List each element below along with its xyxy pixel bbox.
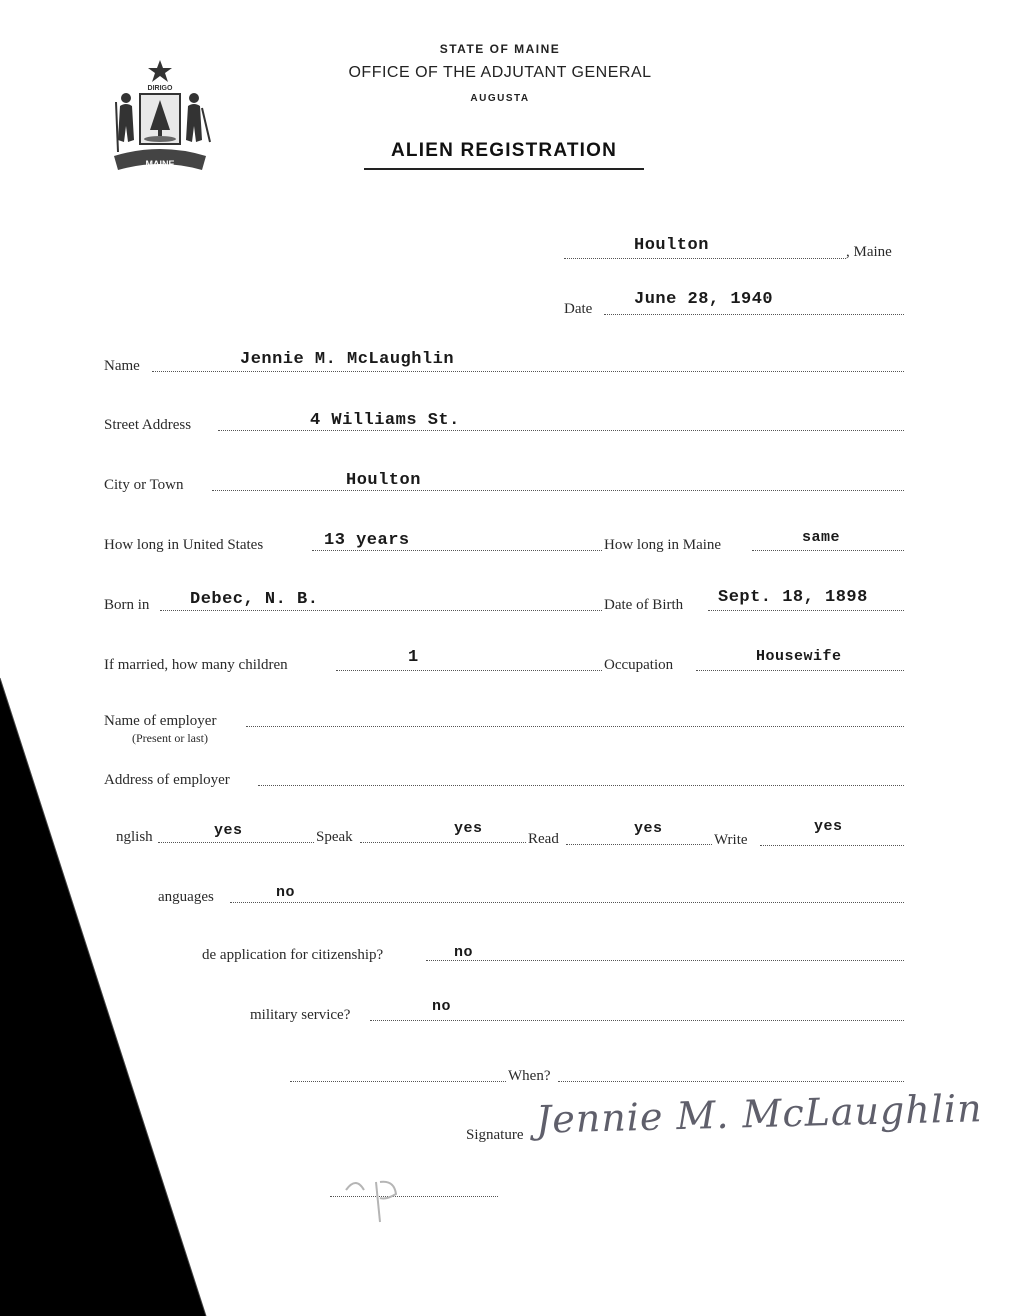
dob-line: [708, 610, 904, 611]
speak-value: yes: [454, 820, 483, 837]
name-value: Jennie M. McLaughlin: [240, 350, 455, 369]
header-office: OFFICE OF THE ADJUTANT GENERAL: [348, 64, 652, 81]
when-line-right: [558, 1081, 904, 1082]
folded-corner: [0, 0, 240, 1316]
faint-pen-mark-icon: [336, 1170, 416, 1230]
speak-label: Speak: [316, 829, 353, 845]
city-line: [212, 490, 904, 491]
name-line: [152, 371, 904, 372]
employer-address-label: Address of employer: [104, 772, 230, 788]
location-town-value: Houlton: [634, 236, 709, 255]
street-line: [218, 430, 904, 431]
signature-label: Signature: [466, 1127, 524, 1143]
speak-line: [360, 842, 526, 843]
when-line-left: [290, 1081, 506, 1082]
citizenship-line: [426, 960, 904, 961]
occupation-line: [696, 670, 904, 671]
dob-value: Sept. 18, 1898: [718, 588, 868, 607]
born-in-value: Debec, N. B.: [190, 590, 319, 609]
dob-label: Date of Birth: [604, 597, 684, 613]
svg-text:DIRIGO: DIRIGO: [147, 85, 173, 92]
location-state-label: , Maine: [846, 244, 892, 260]
svg-text:MAINE: MAINE: [145, 159, 175, 169]
write-line: [760, 845, 904, 846]
military-label: military service?: [250, 1007, 351, 1023]
military-line: [370, 1020, 904, 1021]
citizenship-label: de application for citizenship?: [202, 947, 384, 963]
form-title: ALIEN REGISTRATION: [364, 140, 644, 170]
header-city: AUGUSTA: [470, 93, 530, 104]
born-in-label: Born in: [104, 597, 150, 613]
how-long-us-value: 13 years: [324, 531, 410, 550]
how-long-us-line: [312, 550, 602, 551]
occupation-value: Housewife: [756, 648, 842, 665]
how-long-maine-value: same: [802, 529, 841, 546]
languages-line: [230, 902, 904, 903]
signature-handwriting: Jennie M. McLaughlin: [535, 1086, 984, 1142]
military-value: no: [432, 998, 452, 1015]
children-line: [336, 670, 602, 671]
english-label: nglish: [116, 829, 153, 845]
occupation-label: Occupation: [604, 657, 674, 673]
location-line: [564, 258, 846, 259]
children-label: If married, how many children: [104, 657, 288, 673]
how-long-maine-line: [752, 550, 904, 551]
read-line: [566, 844, 712, 845]
read-label: Read: [528, 831, 559, 847]
city-value: Houlton: [346, 471, 421, 490]
write-value: yes: [814, 818, 843, 835]
when-label: When?: [508, 1068, 551, 1084]
languages-value: no: [276, 884, 296, 901]
employer-sublabel: (Present or last): [132, 731, 208, 745]
languages-label: anguages: [158, 889, 214, 905]
citizenship-value: no: [454, 944, 474, 961]
date-value: June 28, 1940: [634, 290, 774, 309]
how-long-us-label: How long in United States: [104, 537, 264, 553]
employer-line: [246, 726, 904, 727]
date-line: [604, 314, 904, 315]
employer-address-line: [258, 785, 904, 786]
read-value: yes: [634, 820, 663, 837]
write-label: Write: [714, 832, 748, 848]
employer-label: Name of employer: [104, 713, 217, 729]
street-value: 4 Williams St.: [310, 411, 460, 430]
city-label: City or Town: [104, 477, 184, 493]
name-label: Name: [104, 358, 140, 374]
english-value: yes: [214, 822, 243, 839]
date-label: Date: [564, 301, 593, 317]
children-value: 1: [408, 648, 419, 667]
street-label: Street Address: [104, 417, 192, 433]
how-long-maine-label: How long in Maine: [604, 537, 722, 553]
header-state: STATE OF MAINE: [439, 42, 561, 56]
